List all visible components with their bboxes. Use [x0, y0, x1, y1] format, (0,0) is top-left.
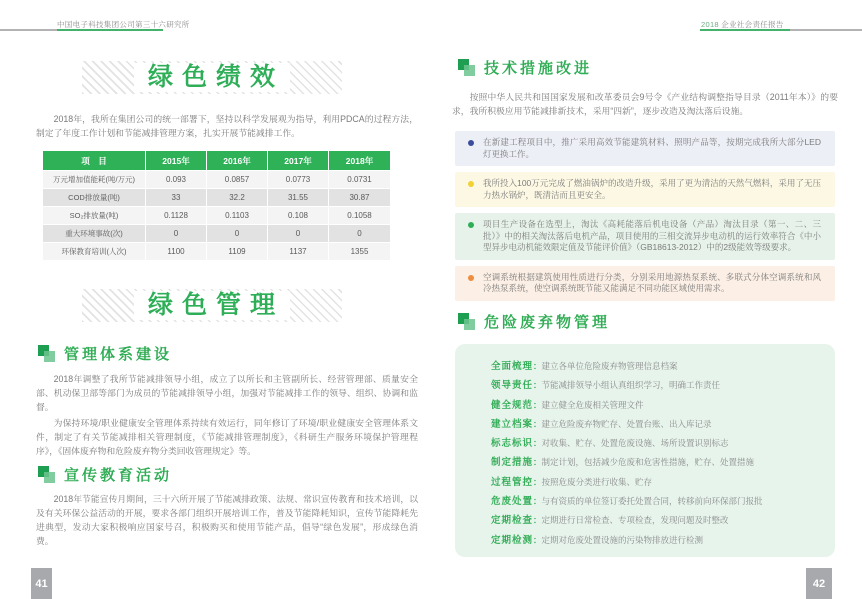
table-cell: 0: [207, 225, 268, 243]
table-header-cell: 2016年: [207, 151, 268, 171]
hazard-item: 标志标识：对收集、贮存、处置危废设施、场所设置识别标志: [491, 438, 729, 450]
table-cell: 32.2: [207, 189, 268, 207]
kpi-table: [42, 150, 391, 261]
table-row: [43, 189, 391, 207]
table-row: [43, 225, 391, 243]
section-heading-label: 宣传教育活动: [64, 467, 173, 484]
section-heading-education: [38, 464, 172, 485]
page-number-right: 42: [806, 568, 832, 599]
table-header-cell: 2015年: [146, 151, 207, 171]
overlapping-squares-icon: [458, 313, 475, 330]
table-cell: 0.0857: [207, 171, 268, 189]
table-cell: 30.87: [329, 189, 391, 207]
paragraph: 为保持环境/职业健康安全管理体系持续有效运行，同年修订了环境/职业健康安全管理体系文件，制定了有关节能减排相关管理制度，《节能减排管理制度》，《科研生产服务环境保护管理程序》，《固体废弃物和危险废弃物分类回收管理规定》等。: [36, 418, 418, 456]
table-cell: 重大环境事故(次): [43, 225, 146, 243]
table-cell: 环保教育培训(人次): [43, 243, 146, 261]
hazard-item: 过程管控：按照危废分类进行收集、贮存: [491, 476, 653, 488]
performance-intro-paragraph: 2018年，我所在集团公司的统一部署下，坚持以科学发展观为指导，利用PDCA的过程方法，制定了年度工作计划和节能减排管理方案，扎实开展节能减排工作。: [36, 114, 418, 138]
chapter-banner-green-performance: [82, 61, 342, 94]
header-rule-gray: [0, 29, 57, 31]
measure-bullet-equipment: [455, 213, 835, 260]
table-cell: 万元增加值能耗(吨/万元): [43, 171, 146, 189]
section-heading-label: 危险废弃物管理: [484, 314, 611, 331]
report-title: 企业社会责任报告: [721, 20, 784, 29]
page-number-left: 41: [31, 568, 52, 599]
bullet-text: 项目生产设备在选型上，淘汰《高耗能落后机电设备（产品）淘汰目录（第一、二、三批）》中的相关淘汰落后电机产品，项目使用的三相交流异步电动机的运行效率符合《中小型异步电动机能效限定值及节能评价值》（GB18613-2012）中的2级能效等级要求。: [483, 219, 821, 252]
hazard-item: 定期检测：定期对危废处置设施的污染物排放进行检测: [491, 534, 704, 546]
table-cell: 0.0731: [329, 171, 391, 189]
table-cell: 0.0773: [268, 171, 329, 189]
table-cell: 1355: [329, 243, 391, 261]
bullet-text: 我所投入100万元完成了燃油锅炉的改造升级，采用了更为清洁的天然气燃料，采用了无压力热水锅炉，既清洁而且更安全。: [483, 178, 821, 200]
overlapping-squares-icon: [458, 59, 475, 76]
overlapping-squares-icon: [38, 345, 55, 362]
paragraph: 2018年调整了我所节能减排领导小组，成立了以所长和主管副所长、经营管理部、质量安全部、机动保卫部等部门为成员的节能减排领导小组，加强对节能减排工作的领导、组织、协调和监督。: [36, 374, 418, 412]
table-row: [43, 243, 391, 261]
bullet-dot: [468, 222, 474, 228]
left-running-header: 中国电子科技集团公司第三十六研究所: [57, 20, 190, 29]
hazard-item: 全面梳理：建立各单位危险废弃物管理信息档案: [491, 361, 678, 372]
header-rule-green: [700, 29, 790, 31]
chapter-banner-green-management: [82, 289, 342, 322]
table-cell: SO₂排放量(吨): [43, 207, 146, 225]
hazard-item: 建立档案：建立危险废弃物贮存、处置台账、出入库记录: [491, 418, 712, 430]
table-row: [43, 207, 391, 225]
hazard-item: 定期检查：定期进行日常检查、专项检查，发现问题及时整改: [491, 515, 729, 527]
section-heading-management-system: [38, 343, 172, 364]
measure-bullet-list: [455, 131, 835, 307]
table-cell: 33: [146, 189, 207, 207]
bullet-text: 在新建工程项目中，推广采用高效节能建筑材料、照明产品等，按期完成我所大部分LED灯更换工作。: [483, 137, 821, 159]
overlapping-squares-icon: [38, 466, 55, 483]
table-cell: 1100: [146, 243, 207, 261]
paragraph: 按照中华人民共和国国家发展和改革委员会9号令《产业结构调整指导目录（2011年本）》的要求，我所积极应用节能减排新技术，采用“四新”，逐步改造及淘汰落后设施。: [452, 92, 838, 116]
section-heading-technical-measures: [458, 57, 592, 78]
table-cell: 0.1103: [207, 207, 268, 225]
table-header-row: [43, 151, 391, 171]
bullet-dot: [468, 140, 474, 146]
measure-bullet-boiler: [455, 172, 835, 207]
table-header-cell: 项 目: [43, 151, 146, 171]
table-header-cell: 2017年: [268, 151, 329, 171]
header-rule-gray: [790, 29, 862, 31]
table-cell: 0.1128: [146, 207, 207, 225]
section-heading-label: 技术措施改进: [484, 60, 593, 77]
hazardous-waste-box: [455, 344, 835, 557]
table-cell: COD排放量(吨): [43, 189, 146, 207]
table-cell: 0.108: [268, 207, 329, 225]
table-cell: 0.1058: [329, 207, 391, 225]
table-cell: 0: [329, 225, 391, 243]
table-cell: 0: [268, 225, 329, 243]
header-rule-green: [57, 29, 163, 31]
technical-measures-intro: [452, 90, 838, 120]
hazard-item: 制定措施：制定计划，包括减少危废和危害性措施，贮存、处置措施: [491, 457, 755, 469]
section-heading-hazardous-waste: [458, 311, 610, 332]
bullet-text: 空调系统根据建筑使用性质进行分类，分别采用地源热泵系统、多联式分体空调系统和风冷热泵系统，使空调系统既节能又能满足不同功能区域使用需求。: [483, 271, 821, 293]
chapter-title: 绿色管理: [134, 291, 290, 320]
table-header-cell: 2018年: [329, 151, 391, 171]
hazard-item: 领导责任：节能减排领导小组认真组织学习，明确工作责任: [491, 380, 721, 392]
management-system-paragraphs: [36, 372, 418, 460]
table-cell: 0: [146, 225, 207, 243]
measure-bullet-hvac: [455, 266, 835, 301]
table-cell: 1109: [207, 243, 268, 261]
paragraph: 2018年节能宣传月期间，三十六所开展了节能减排政策、法规、常识宣传教育和技术培训，以及有关环保公益活动的开展，要求各部门组织开展培训工作，普及节能降耗知识，宣传节能降耗先进典型，发动大家积极响应国家号召，积极购买和使用节能产品，倡导“绿色发展”，形成绿色消费。: [36, 494, 418, 546]
hazard-item: 危废处置：与有资质的单位签订委托处置合同，转移前向环保部门报批: [491, 496, 763, 508]
measure-bullet-led: [455, 131, 835, 166]
education-paragraph: [36, 492, 418, 550]
bullet-dot: [468, 275, 474, 281]
report-year: 2018: [701, 20, 719, 29]
chapter-title: 绿色绩效: [134, 63, 290, 92]
bullet-dot: [468, 181, 474, 187]
section-heading-label: 管理体系建设: [64, 346, 173, 363]
table-cell: 0.093: [146, 171, 207, 189]
table-row: [43, 171, 391, 189]
hazard-item: 健全规范：建立健全危废相关管理文件: [491, 399, 644, 411]
table-cell: 31.55: [268, 189, 329, 207]
table-cell: 1137: [268, 243, 329, 261]
